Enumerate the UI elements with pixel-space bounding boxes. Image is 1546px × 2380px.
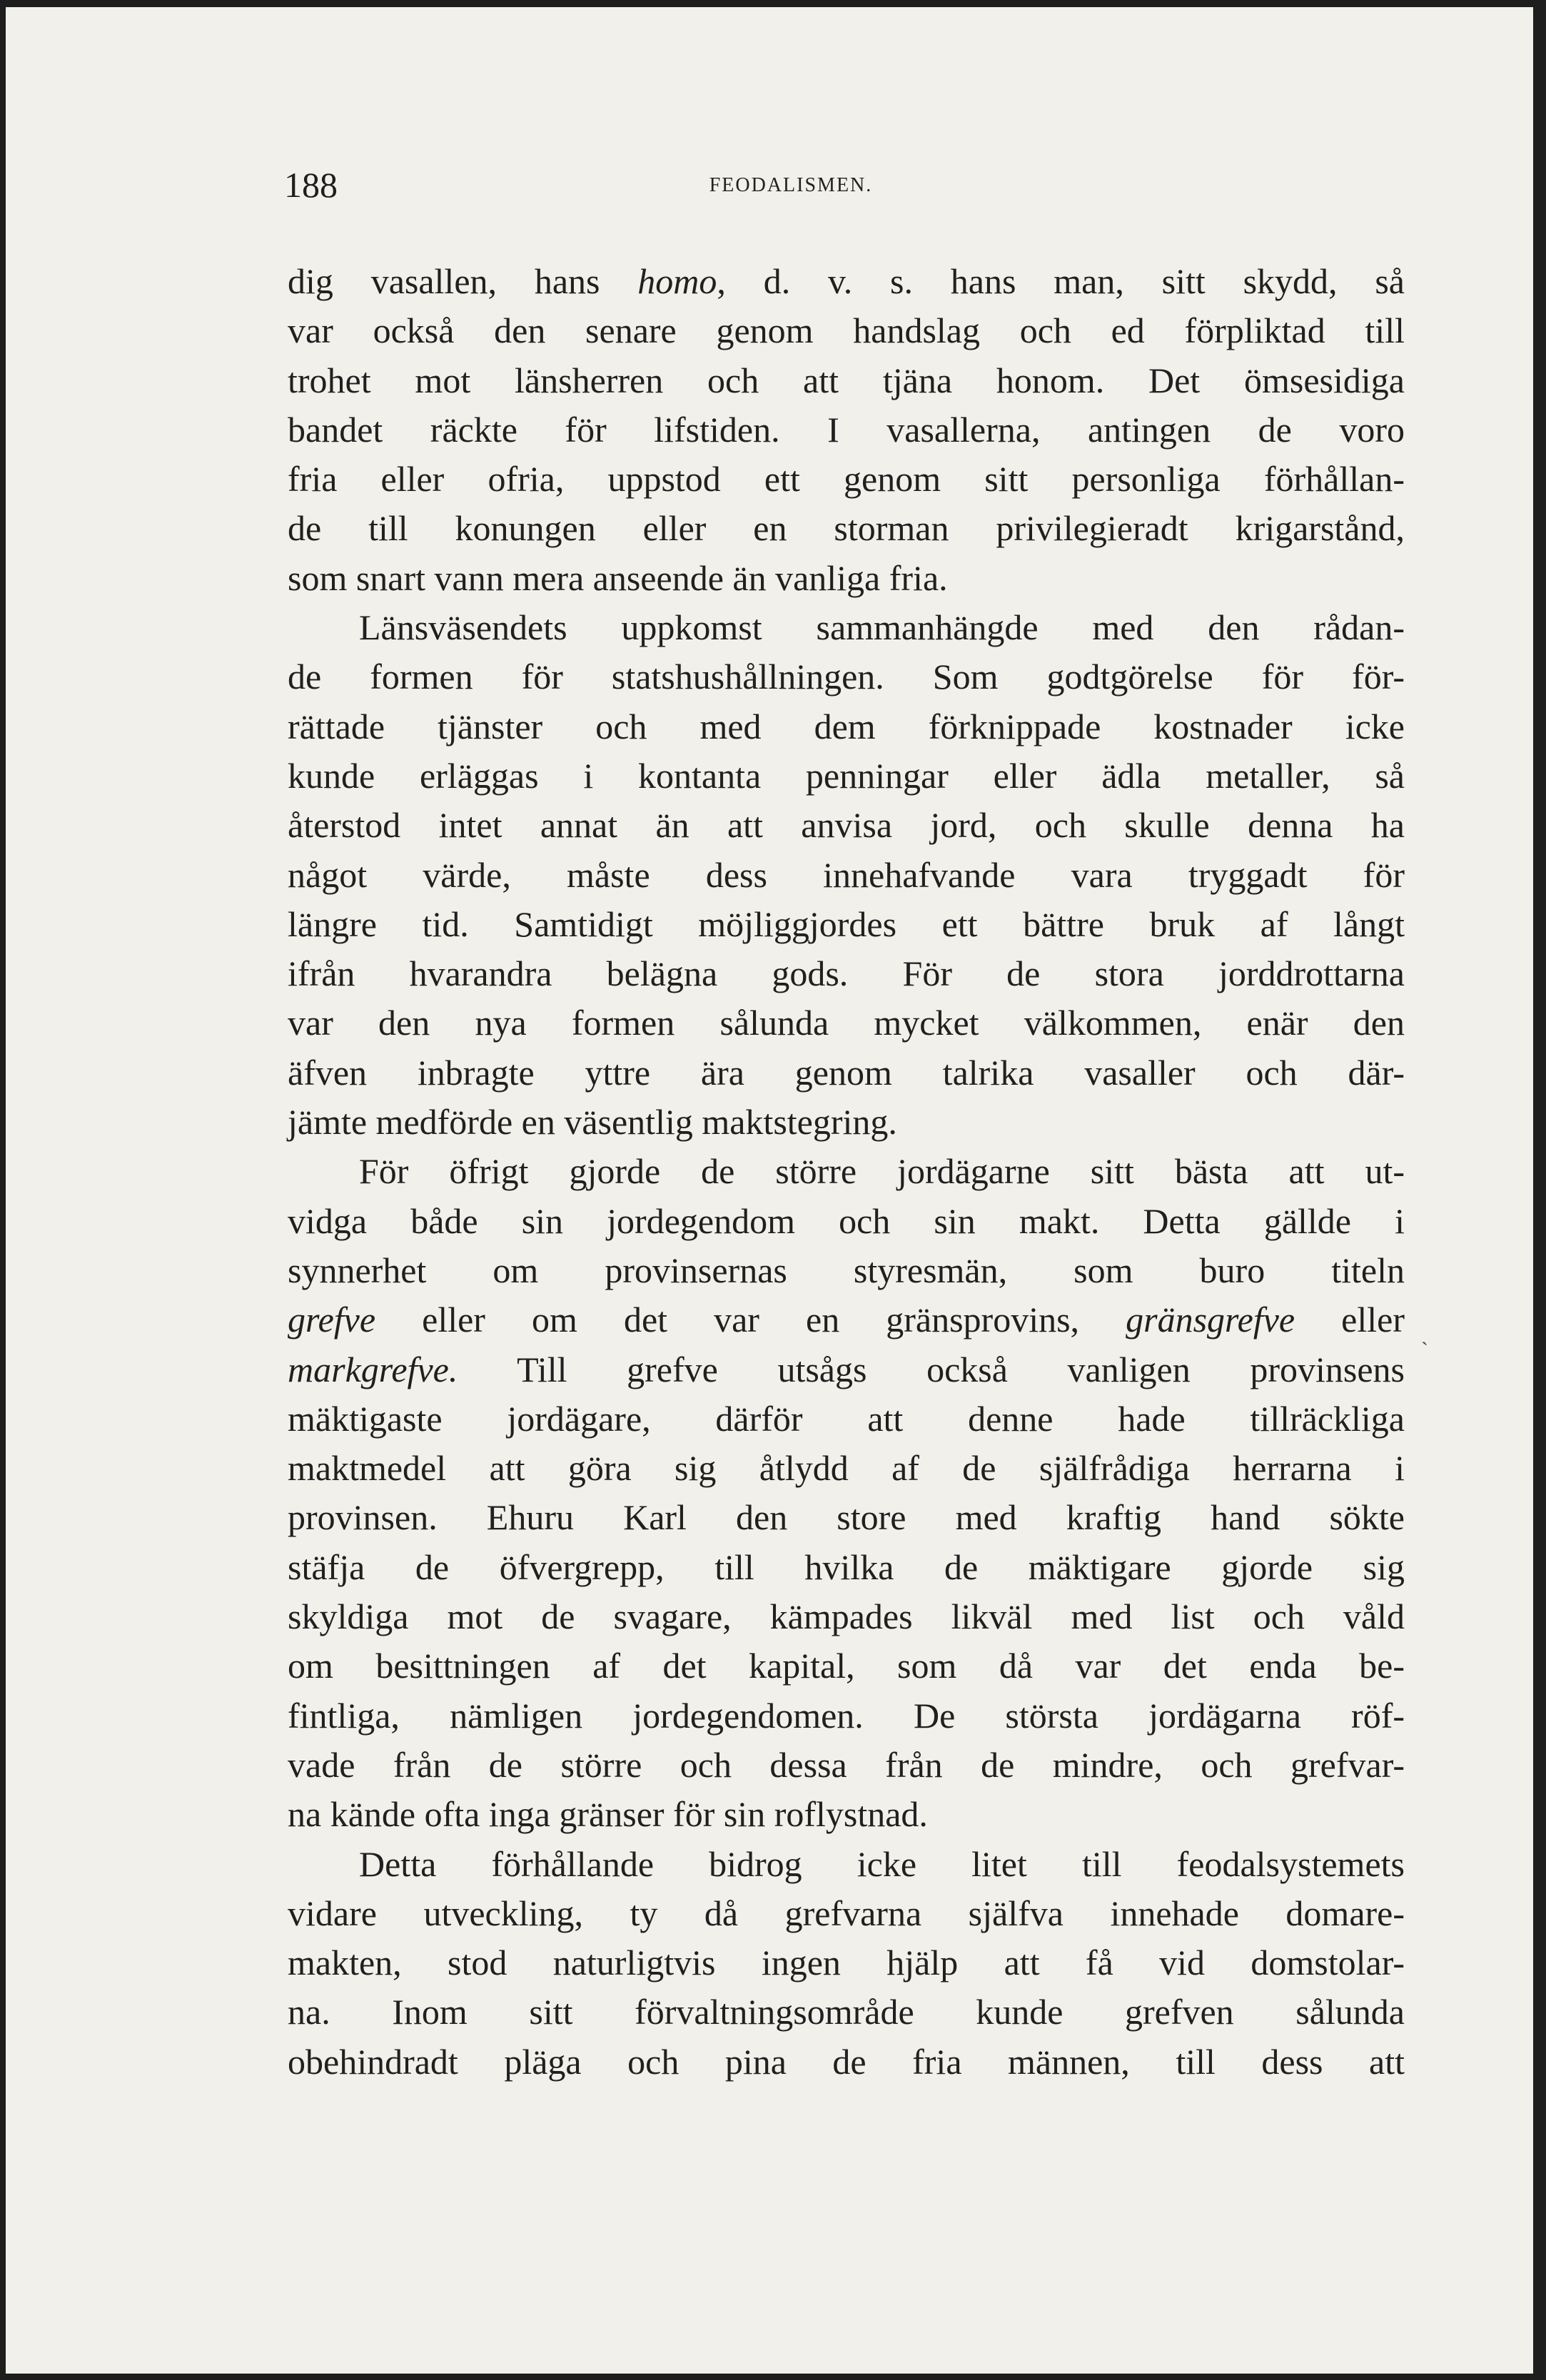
text-line: vidga både sin jordegendom och sin makt. Detta gällde i [288, 1200, 1405, 1241]
text-line: grefve eller om det var en gränsprovins, gränsgrefve eller [288, 1300, 1405, 1340]
text-line: vidare utveckling, ty då grefvarna själfva innehade domare- [288, 1893, 1405, 1933]
text-line: återstod intet annat än att anvisa jord, och skulle denna ha [288, 805, 1405, 846]
text-line: skyldiga mot de svagare, kämpades likväl med list och våld [288, 1596, 1405, 1637]
page-header [6, 7, 1533, 236]
text-line: synnerhet om provinsernas styresmän, som buro titeln [288, 1250, 1405, 1290]
text-line: jämte medförde en väsentlig maktstegring. [288, 1102, 897, 1143]
text-line: Detta förhållande bidrog icke litet till feodalsystemets [359, 1843, 1405, 1884]
margin-mark: ` [1421, 1338, 1428, 1362]
text-line: trohet mot länsherren och att tjäna honom. Det ömsesidiga [288, 360, 1405, 400]
text-line: provinsen. Ehuru Karl den store med kraftig hand sökte [288, 1497, 1405, 1538]
text-line: Länsväsendets uppkomst sammanhängde med den rådan- [359, 607, 1405, 648]
book-page [6, 7, 1533, 2374]
text-line: var också den senare genom handslag och ed förpliktad till [288, 310, 1405, 351]
text-line: obehindradt pläga och pina de fria männen, till dess att [288, 2041, 1405, 2082]
text-line: de formen för statshushållningen. Som godtgörelse för för- [288, 657, 1405, 697]
text-line: mäktigaste jordägare, därför att denne hade tillräckliga [288, 1398, 1405, 1439]
text-line: som snart vann mera anseende än vanliga fria. [288, 557, 948, 598]
text-line: var den nya formen sålunda mycket välkommen, enär den [288, 1003, 1405, 1043]
text-line: markgrefve. Till grefve utsågs också vanligen provinsens [288, 1349, 1405, 1389]
text-line: de till konungen eller en storman privilegieradt krigarstånd, [288, 508, 1405, 549]
text-line: äfven inbragte yttre ära genom talrika vasaller och där- [288, 1052, 1405, 1093]
text-line: fria eller ofria, uppstod ett genom sitt personliga förhållan- [288, 459, 1405, 500]
text-line: rättade tjänster och med dem förknippade kostnader icke [288, 706, 1405, 746]
text-line: något värde, måste dess innehafvande vara tryggadt för [288, 854, 1405, 895]
text-line: vade från de större och dessa från de mindre, och grefvar- [288, 1744, 1405, 1785]
text-line: stäfja de öfvergrepp, till hvilka de mäktigare gjorde sig [288, 1546, 1405, 1587]
text-line: na. Inom sitt förvaltningsområde kunde grefven sålunda [288, 1992, 1405, 2032]
text-line: kunde erläggas i kontanta penningar eller ädla metaller, så [288, 755, 1405, 796]
text-line: makten, stod naturligtvis ingen hjälp att få vid domstolar- [288, 1943, 1405, 1983]
text-line: dig vasallen, hans homo, d. v. s. hans man, sitt skydd, så [288, 261, 1405, 301]
text-line: ifrån hvarandra belägna gods. För de stora jorddrottarna [288, 953, 1405, 994]
text-line: För öfrigt gjorde de större jordägarne sitt bästa att ut- [359, 1151, 1405, 1192]
text-line: maktmedel att göra sig åtlydd af de själfrådiga herrarna i [288, 1448, 1405, 1489]
body-text [288, 257, 1405, 2087]
text-line: fintliga, nämligen jordegendomen. De största jordägarna röf- [288, 1695, 1405, 1736]
text-line: na kände ofta inga gränser för sin roflystnad. [288, 1794, 928, 1835]
text-line: bandet räckte för lifstiden. I vasallerna, antingen de voro [288, 409, 1405, 450]
text-line: längre tid. Samtidigt möjliggjordes ett bättre bruk af långt [288, 903, 1405, 944]
page-number: 188 [284, 165, 338, 205]
text-line: om besittningen af det kapital, som då var det enda be- [288, 1646, 1405, 1686]
running-title: FEODALISMEN. [709, 174, 873, 196]
